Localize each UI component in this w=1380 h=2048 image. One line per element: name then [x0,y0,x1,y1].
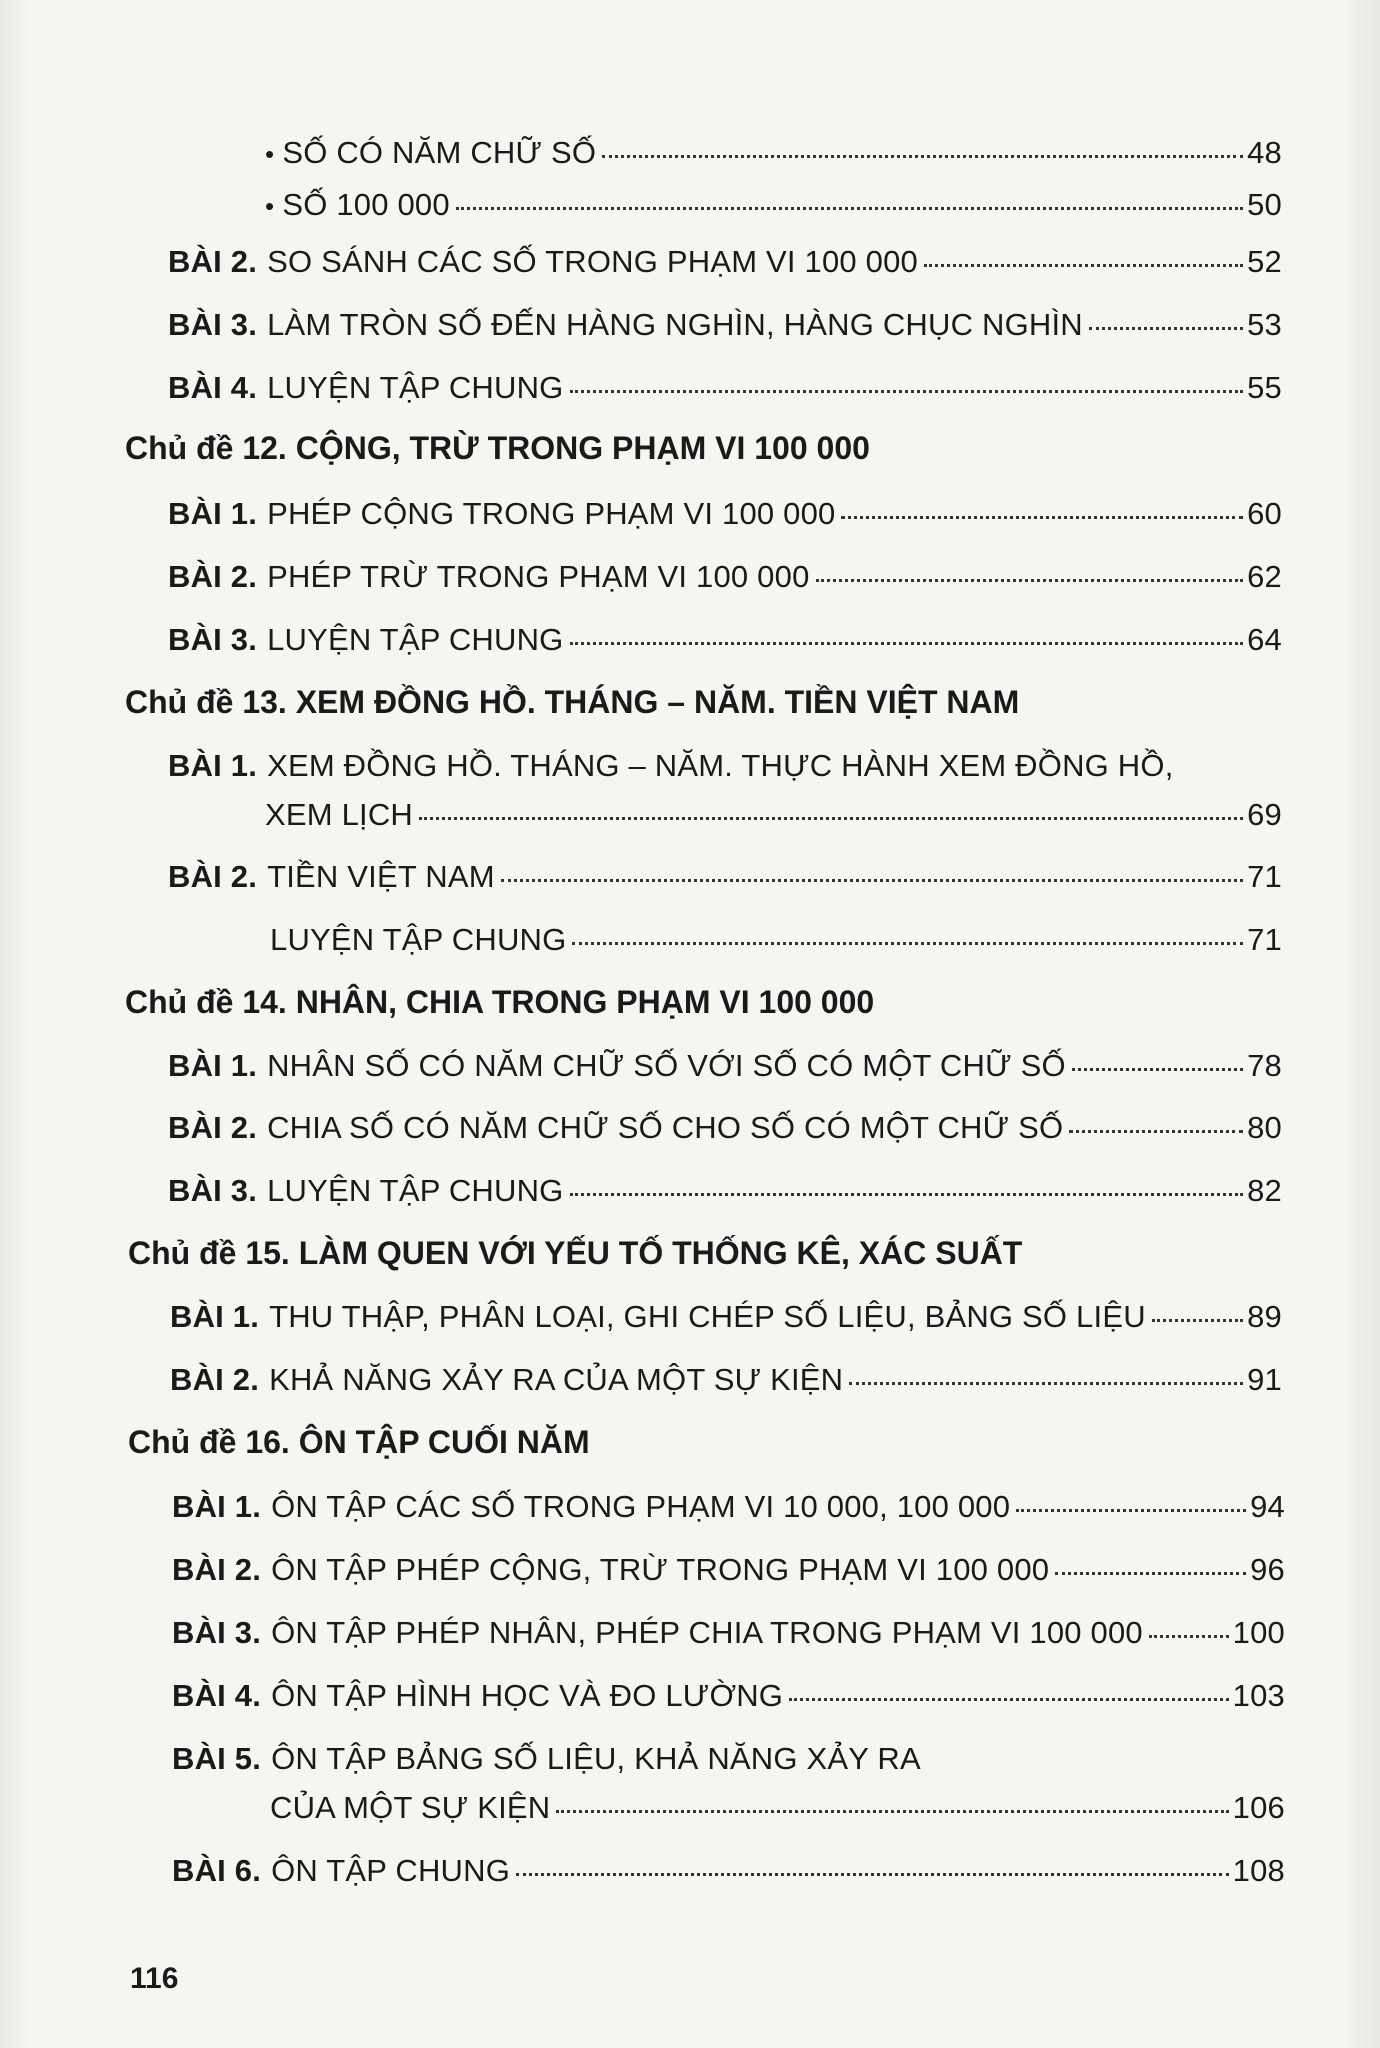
toc-entry[interactable] [168,859,1282,895]
entry-page-number: 80 [1247,1110,1282,1145]
dot-leader [602,155,1243,158]
entry-title: ÔN TẬP BẢNG SỐ LIỆU, KHẢ NĂNG XẢY RA [271,1741,921,1776]
dot-leader [572,942,1243,945]
dot-leader [456,207,1243,210]
toc-entry[interactable] [168,1110,1282,1146]
dot-leader [841,516,1243,519]
entry-page-number: 91 [1247,1362,1282,1397]
entry-page-number: 106 [1232,1790,1285,1825]
lesson-label: BÀI 6. [172,1853,262,1888]
toc-entry[interactable] [168,307,1282,343]
entry-title: TIỀN VIỆT NAM [267,859,495,894]
toc-entry[interactable] [170,1362,1282,1398]
dot-leader [1152,1319,1243,1322]
lesson-label: BÀI 3. [168,307,258,342]
entry-page-number: 108 [1232,1853,1285,1888]
entry-page-number: 78 [1247,1048,1282,1083]
lesson-label: BÀI 1. [168,1048,258,1083]
entry-title: XEM ĐỒNG HỒ. THÁNG – NĂM. THỰC HÀNH XEM ĐỒNG HỒ, [267,748,1174,783]
entry-page-number: 53 [1247,307,1282,342]
entry-page-number: 100 [1232,1615,1285,1650]
entry-title: SỐ 100 000 [282,187,450,222]
dot-leader [419,817,1243,820]
toc-entry[interactable] [172,1741,1285,1777]
entry-page-number: 52 [1247,244,1282,279]
entry-page-number: 50 [1247,187,1282,222]
topic-heading: Chủ đề 14. NHÂN, CHIA TRONG PHẠM VI 100 000 [125,984,875,1020]
topic-heading: Chủ đề 12. CỘNG, TRỪ TRONG PHẠM VI 100 000 [125,430,870,466]
entry-page-number: 71 [1247,859,1282,894]
toc-entry[interactable] [172,1853,1285,1889]
toc-entry[interactable] [265,187,1282,223]
dot-leader [924,264,1243,267]
lesson-label: BÀI 5. [172,1741,262,1776]
dot-leader [570,390,1244,393]
entry-page-number: 71 [1247,922,1282,957]
toc-entry[interactable] [265,135,1282,171]
dot-leader [1149,1635,1229,1638]
dot-leader [570,1193,1244,1196]
bullet-icon: • [265,139,275,169]
dot-leader [849,1382,1243,1385]
entry-page-number: 60 [1247,496,1282,531]
entry-title: SỐ CÓ NĂM CHỮ SỐ [282,135,597,170]
toc-entry[interactable] [172,1552,1285,1588]
toc-entry[interactable] [172,1489,1285,1525]
dot-leader [1069,1130,1243,1133]
toc-entry[interactable] [168,748,1282,784]
toc-entry[interactable] [168,622,1282,658]
toc-entry[interactable] [172,1678,1285,1714]
entry-title: THU THẬP, PHÂN LOẠI, GHI CHÉP SỐ LIỆU, BẢNG SỐ LIỆU [269,1299,1146,1334]
entry-title: LUYỆN TẬP CHUNG [267,370,564,405]
lesson-label: BÀI 1. [168,748,258,783]
entry-title: CHIA SỐ CÓ NĂM CHỮ SỐ CHO SỐ CÓ MỘT CHỮ SỐ [267,1110,1064,1145]
toc-entry[interactable] [172,1615,1285,1651]
lesson-label: BÀI 2. [168,1110,258,1145]
entry-page-number: 62 [1247,559,1282,594]
toc-entry[interactable] [170,1299,1282,1335]
dot-leader [1016,1509,1246,1512]
dot-leader [1055,1572,1246,1575]
dot-leader [789,1698,1229,1701]
topic-heading: Chủ đề 15. LÀM QUEN VỚI YẾU TỐ THỐNG KÊ, XÁC SUẤT [128,1235,1023,1271]
dot-leader [1089,327,1243,330]
topic-heading: Chủ đề 13. XEM ĐỒNG HỒ. THÁNG – NĂM. TIỀN VIỆT NAM [125,684,1020,720]
toc-entry[interactable] [168,559,1282,595]
entry-page-number: 89 [1247,1299,1282,1334]
lesson-label: BÀI 4. [172,1678,262,1713]
lesson-label: BÀI 1. [168,496,258,531]
page-number: 116 [130,1962,179,1995]
entry-title-line2: CỦA MỘT SỰ KIỆN [270,1790,551,1825]
lesson-label: BÀI 3. [172,1615,262,1650]
entry-title: ÔN TẬP HÌNH HỌC VÀ ĐO LƯỜNG [271,1678,784,1713]
entry-page-number: 82 [1247,1173,1282,1208]
topic-heading: Chủ đề 16. ÔN TẬP CUỐI NĂM [128,1424,590,1460]
dot-leader [816,579,1244,582]
lesson-label: BÀI 1. [170,1299,260,1334]
toc-entry-continued[interactable] [265,797,1282,833]
toc-entry[interactable] [270,922,1282,958]
lesson-label: BÀI 2. [172,1552,262,1587]
entry-title: PHÉP CỘNG TRONG PHẠM VI 100 000 [267,496,836,531]
entry-title-line2: XEM LỊCH [265,797,414,832]
lesson-label: BÀI 4. [168,370,258,405]
entry-title: KHẢ NĂNG XẢY RA CỦA MỘT SỰ KIỆN [269,1362,844,1397]
lesson-label: BÀI 2. [168,559,258,594]
toc-entry-continued[interactable] [270,1790,1285,1826]
lesson-label: BÀI 2. [168,244,258,279]
entry-title: ÔN TẬP PHÉP NHÂN, PHÉP CHIA TRONG PHẠM VI 100 000 [271,1615,1143,1650]
entry-title: PHÉP TRỪ TRONG PHẠM VI 100 000 [267,559,810,594]
dot-leader [1072,1068,1243,1071]
entry-page-number: 69 [1247,797,1282,832]
toc-entry[interactable] [168,496,1282,532]
toc-entry[interactable] [168,1173,1282,1209]
toc-entry[interactable] [168,370,1282,406]
entry-title: LUYỆN TẬP CHUNG [267,1173,564,1208]
entry-page-number: 55 [1247,370,1282,405]
entry-title: ÔN TẬP CHUNG [271,1853,511,1888]
entry-title: LÀM TRÒN SỐ ĐẾN HÀNG NGHÌN, HÀNG CHỤC NGHÌN [267,307,1083,342]
dot-leader [516,1873,1229,1876]
lesson-label: BÀI 3. [168,622,258,657]
lesson-label: BÀI 2. [168,859,258,894]
entry-page-number: 94 [1250,1489,1285,1524]
dot-leader [501,879,1243,882]
entry-page-number: 103 [1232,1678,1285,1713]
lesson-label: BÀI 2. [170,1362,260,1397]
toc-entry[interactable] [168,1048,1282,1084]
lesson-label: BÀI 3. [168,1173,258,1208]
entry-page-number: 48 [1247,135,1282,170]
entry-page-number: 96 [1250,1552,1285,1587]
entry-title: LUYỆN TẬP CHUNG [267,622,564,657]
toc-entry[interactable] [168,244,1282,280]
lesson-label: BÀI 1. [172,1489,262,1524]
entry-title: NHÂN SỐ CÓ NĂM CHỮ SỐ VỚI SỐ CÓ MỘT CHỮ SỐ [267,1048,1066,1083]
dot-leader [556,1810,1228,1813]
entry-title: ÔN TẬP CÁC SỐ TRONG PHẠM VI 10 000, 100 000 [271,1489,1011,1524]
dot-leader [570,642,1244,645]
bullet-icon: • [265,191,275,221]
entry-title: ÔN TẬP PHÉP CỘNG, TRỪ TRONG PHẠM VI 100 000 [271,1552,1050,1587]
entry-page-number: 64 [1247,622,1282,657]
entry-title: SO SÁNH CÁC SỐ TRONG PHẠM VI 100 000 [267,244,918,279]
entry-title: LUYỆN TẬP CHUNG [270,922,567,957]
